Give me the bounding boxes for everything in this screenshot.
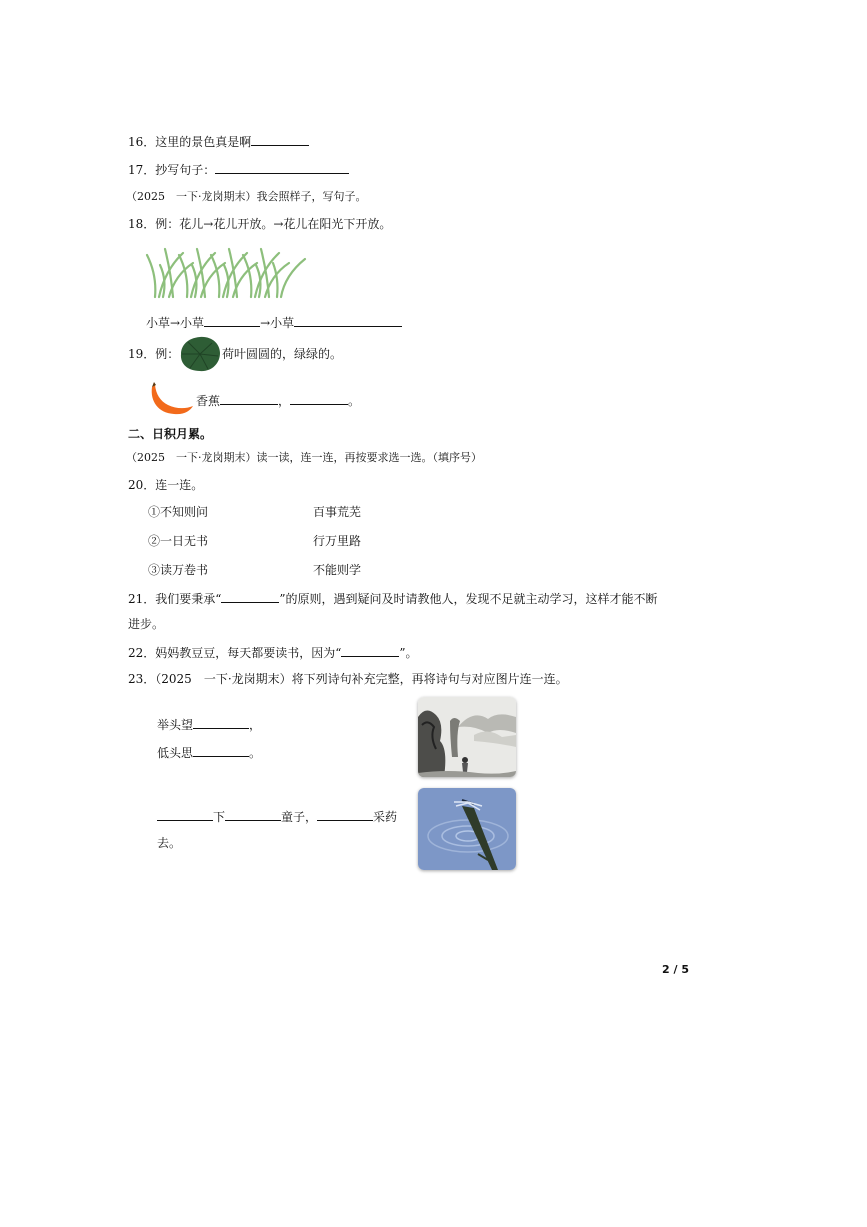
question-21-line2: 进步。 [128, 617, 165, 631]
question-text: （2025 一下·龙岗期末）将下列诗句补充完整，再将诗句与对应图片连一连。 [155, 672, 568, 686]
match-left-item[interactable] [148, 504, 208, 520]
answer-blank-1[interactable] [157, 808, 213, 821]
match-right-item[interactable]: 百事荒芜 [313, 505, 362, 519]
example-prefix: 例： [155, 347, 180, 361]
answer-blank-3[interactable] [317, 808, 373, 821]
lotus-leaf-icon [178, 334, 222, 374]
poem-1-line-1 [157, 716, 261, 733]
question-16 [128, 133, 309, 150]
question-18-answer-line [146, 314, 402, 331]
match-left-item[interactable] [148, 562, 208, 578]
answer-blank[interactable] [221, 590, 279, 603]
mountain-painting[interactable] [418, 697, 516, 777]
question-example: 例：花儿→花儿开放。→花儿在阳光下开放。 [155, 217, 392, 231]
question-number: 22． [128, 646, 156, 660]
poem-2-line-1 [157, 808, 397, 825]
page-number: 2 / 5 [662, 963, 689, 976]
question-19-answer-line [196, 392, 360, 409]
answer-blank-2[interactable] [294, 314, 402, 327]
question-number: 16． [128, 135, 156, 149]
question-text-end: ”。 [399, 646, 418, 660]
poem-punct: ， [249, 718, 262, 732]
question-text: 连一连。 [155, 478, 204, 492]
poem-punct: 。 [249, 746, 262, 760]
banana-icon [148, 381, 194, 417]
example-sentence: 荷叶圆圆的，绿绿的。 [222, 347, 343, 361]
answer-blank-2[interactable] [225, 808, 281, 821]
question-18 [128, 216, 391, 232]
item-text: 读万卷书 [160, 563, 209, 577]
poem-text: 低头思 [157, 746, 194, 760]
item-mark: ① [148, 505, 161, 519]
item-label: 香蕉 [196, 394, 221, 408]
grass-icon [145, 245, 307, 300]
answer-blank[interactable] [193, 716, 249, 729]
poem-2-line-2: 去。 [157, 836, 182, 850]
answer-blank[interactable] [341, 644, 399, 657]
answer-prefix: 小草→小草 [146, 316, 205, 330]
question-number: 19． [128, 347, 156, 361]
comma: ， [278, 394, 291, 408]
answer-blank-1[interactable] [204, 314, 260, 327]
pond-dragonfly-photo[interactable] [418, 788, 516, 870]
question-number: 17． [128, 163, 156, 177]
poem-text: 举头望 [157, 718, 194, 732]
question-number: 23． [128, 672, 156, 686]
answer-blank[interactable] [193, 744, 249, 757]
section-heading: 二、日积月累。 [128, 427, 213, 441]
question-19 [128, 346, 179, 362]
question-text: 妈妈教豆豆，每天都要读书，因为“ [155, 646, 342, 660]
question-text: 抄写句子： [155, 163, 216, 177]
source-note: （2025 一下·龙岗期末）我会照样子，写句子。 [126, 190, 367, 203]
source-note: （2025 一下·龙岗期末）读一读，连一连，再按要求选一选。（填序号） [126, 451, 482, 464]
question-number: 20． [128, 478, 156, 492]
question-20 [128, 477, 203, 493]
poem-1-line-2 [157, 744, 261, 761]
answer-blank[interactable] [251, 133, 309, 146]
answer-middle: →小草 [260, 316, 295, 330]
question-text: 这里的景色真是啊 [155, 135, 252, 149]
match-right-item[interactable]: 不能则学 [313, 563, 362, 577]
question-text-continued: ”的原则，遇到疑问及时请教他人，发现不足就主动学习，这样才能不断 [279, 592, 658, 606]
question-text: 我们要秉承“ [155, 592, 222, 606]
item-mark: ③ [148, 563, 161, 577]
question-21 [128, 590, 658, 607]
question-number: 18． [128, 217, 156, 231]
poem-text: 采药 [373, 810, 398, 824]
item-text: 一日无书 [160, 534, 209, 548]
match-right-item[interactable]: 行万里路 [313, 534, 362, 548]
match-left-item[interactable] [148, 533, 208, 549]
answer-blank[interactable] [215, 161, 349, 174]
item-text: 不知则问 [160, 505, 209, 519]
poem-text: 下 [213, 810, 226, 824]
item-mark: ② [148, 534, 161, 548]
period: 。 [348, 394, 361, 408]
answer-blank-1[interactable] [220, 392, 278, 405]
poem-text: 童子， [281, 810, 318, 824]
question-number: 21． [128, 592, 156, 606]
answer-blank-2[interactable] [290, 392, 348, 405]
question-17 [128, 161, 349, 178]
question-22 [128, 644, 418, 661]
question-23 [128, 671, 568, 687]
